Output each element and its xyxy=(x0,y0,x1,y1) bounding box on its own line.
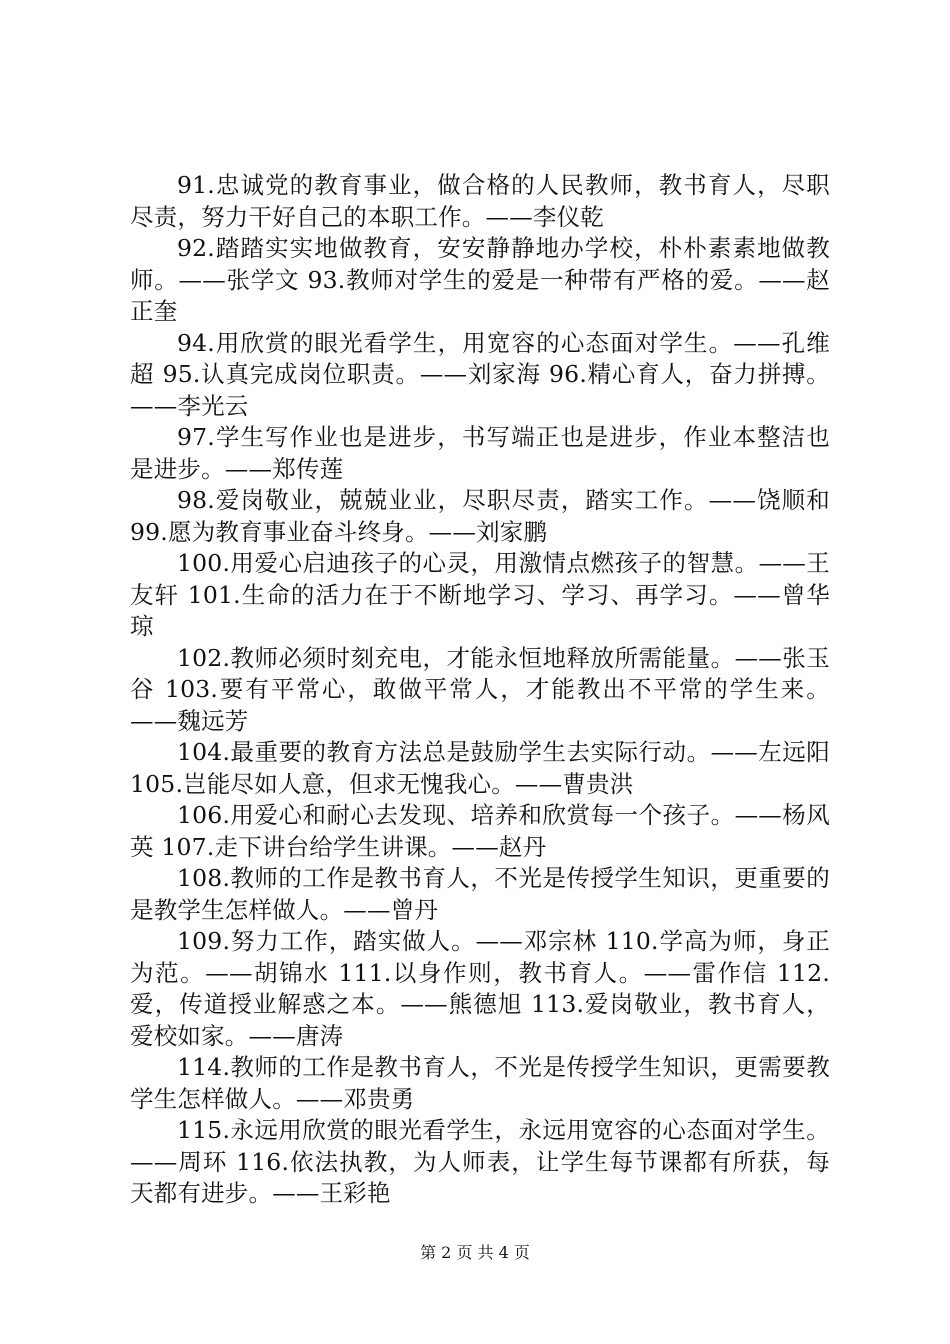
paragraph: 108.教师的工作是教书育人，不光是传授学生知识，更重要的是教学生怎样做人。——曾丹 xyxy=(130,864,830,924)
paragraph: 94.用欣赏的眼光看学生，用宽容的心态面对学生。——孔维超 95.认真完成岗位职责。——刘家海 96.精心育人，奋力拼搏。——李光云 xyxy=(130,328,830,420)
paragraph: 102.教师必须时刻充电，才能永恒地释放所需能量。——张玉谷 103.要有平常心，敢做平常人，才能教出不平常的学生来。——魏远芳 xyxy=(130,643,830,735)
paragraph: 114.教师的工作是教书育人，不光是传授学生知识，更需要教学生怎样做人。——邓贵勇 xyxy=(130,1053,830,1113)
paragraph: 97.学生写作业也是进步，书写端正也是进步，作业本整洁也是进步。——郑传莲 xyxy=(130,423,830,483)
paragraph: 115.永远用欣赏的眼光看学生，永远用宽容的心态面对学生。——周环 116.依法执教，为人师表，让学生每节课都有所获，每天都有进步。——王彩艳 xyxy=(130,1116,830,1207)
page-footer: 第 2 页 共 4 页 xyxy=(420,1243,530,1262)
paragraph: 109.努力工作，踏实做人。——邓宗林 110.学高为师，身正为范。——胡锦水 111.以身作则，教书育人。——雷作信 112.爱，传道授业解惑之本。——熊德旭 113.爱岗敬业，教书育人，爱校如家。——唐涛 xyxy=(130,927,830,1050)
paragraph: 98.爱岗敬业，兢兢业业，尽职尽责，踏实工作。——饶顺和 99.愿为教育事业奋斗终身。——刘家鹏 xyxy=(130,486,830,546)
document-body xyxy=(130,170,830,1210)
paragraph: 104.最重要的教育方法总是鼓励学生去实际行动。——左远阳 105.岂能尽如人意，但求无愧我心。——曹贵洪 xyxy=(130,738,830,798)
paragraph: 100.用爱心启迪孩子的心灵，用激情点燃孩子的智慧。——王友轩 101.生命的活力在于不断地学习、学习、再学习。——曾华琼 xyxy=(130,549,830,640)
paragraph: 91.忠诚党的教育事业，做合格的人民教师，教书育人，尽职尽责，努力干好自己的本职工作。——李仪乾 xyxy=(130,171,830,231)
paragraph: 106.用爱心和耐心去发现、培养和欣赏每一个孩子。——杨风英 107.走下讲台给学生讲课。——赵丹 xyxy=(130,801,830,861)
paragraph: 92.踏踏实实地做教育，安安静静地办学校，朴朴素素地做教师。——张学文 93.教师对学生的爱是一种带有严格的爱。——赵正奎 xyxy=(130,234,830,325)
